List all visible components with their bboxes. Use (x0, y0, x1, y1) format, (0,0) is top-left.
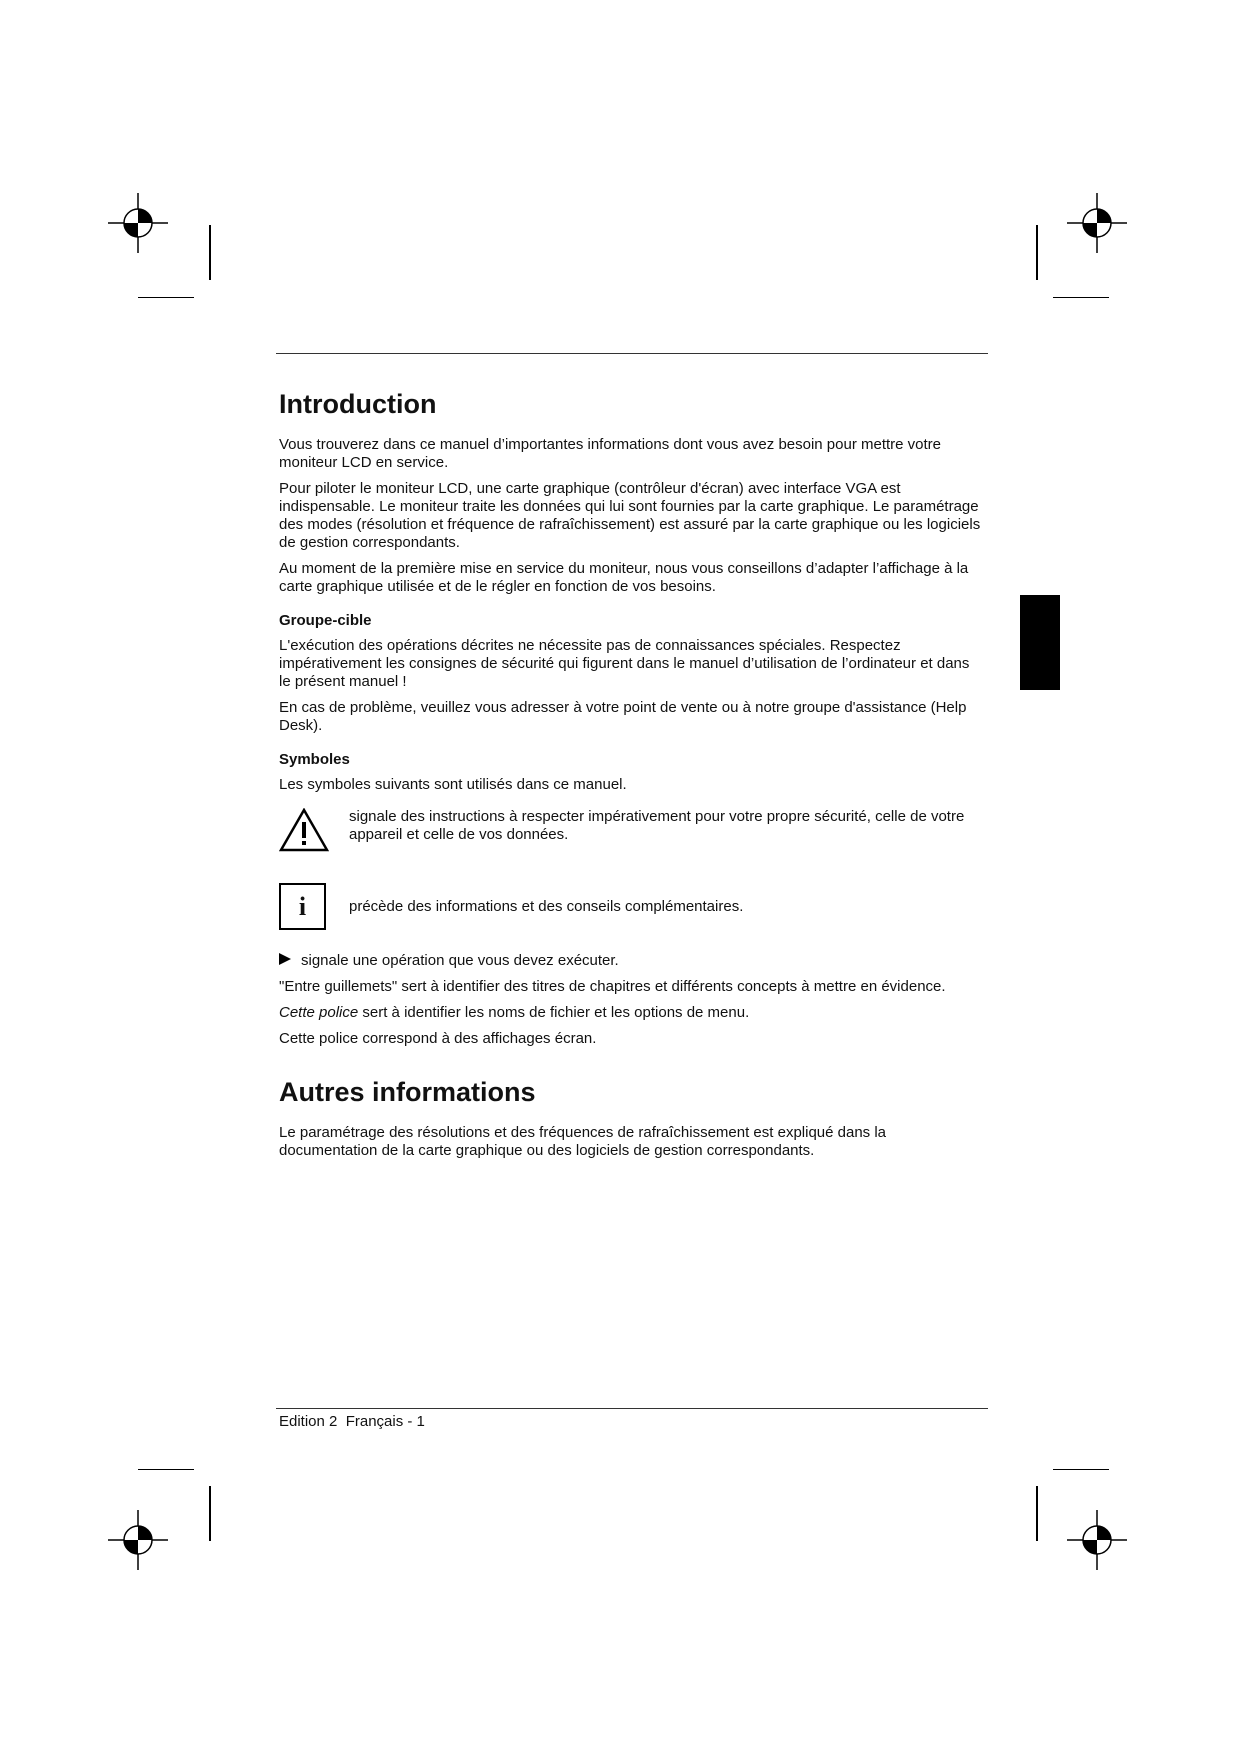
crop-mark (1036, 225, 1038, 280)
crop-mark (138, 297, 194, 298)
heading-target-group: Groupe-cible (279, 612, 372, 629)
crop-mark (138, 1469, 194, 1470)
page-content (279, 386, 984, 1168)
symbol-action-text: signale une opération que vous devez exécuter. (301, 952, 619, 969)
registration-mark-icon (108, 1510, 168, 1570)
symbol-warning-text: signale des instructions à respecter impérativement pour votre propre sécurité, celle de votre appareil et celle de vos données. (349, 808, 965, 843)
symbol-info-row (279, 883, 984, 930)
page-footer: Edition 2 Français - 1 (279, 1413, 425, 1430)
crop-mark (209, 1486, 211, 1541)
info-box-wrap (279, 883, 329, 930)
heading-introduction: Introduction (279, 389, 437, 419)
info-glyph: i (298, 891, 307, 921)
registration-mark-icon (1067, 193, 1127, 253)
more-paragraph-1: Le paramétrage des résolutions et des fréquences de rafraîchissement est expliqué dans la documentation de la carte graphique ou des logiciels de gestion correspondants. (279, 1124, 887, 1159)
crop-mark (1053, 297, 1109, 298)
registration-mark-icon (1067, 1510, 1127, 1570)
heading-symbols: Symboles (279, 751, 350, 768)
warning-triangle-icon (279, 808, 329, 857)
header-rule (276, 353, 988, 354)
symbol-action-line (279, 952, 984, 970)
italic-sample: Cette police (279, 1004, 359, 1021)
symbols-intro: Les symboles suivants sont utilisés dans ce manuel. (279, 776, 627, 793)
crop-mark (1053, 1469, 1109, 1470)
target-paragraph-1: L'exécution des opérations décrites ne nécessite pas de connaissances spéciales. Respectez impérativement les consignes de sécurité qui figurent dans le manuel d’utilisation de l’ordinateur et dans le présent manuel ! (279, 637, 970, 690)
italic-font-line (279, 1004, 984, 1022)
crop-mark (209, 225, 211, 280)
heading-more-info: Autres informations (279, 1077, 536, 1107)
screen-font-line: Cette police correspond à des affichages écran. (279, 1030, 597, 1047)
symbol-info-text: précède des informations et des conseils complémentaires. (349, 897, 744, 915)
crop-mark (1036, 1486, 1038, 1541)
chapter-thumb-tab (1020, 595, 1060, 690)
symbol-warning-row (279, 808, 984, 857)
footer-rule (276, 1408, 988, 1409)
intro-paragraph-1: Vous trouverez dans ce manuel d’importantes informations dont vous avez besoin pour mettre votre moniteur LCD en service. (279, 436, 942, 471)
intro-paragraph-3: Au moment de la première mise en service du moniteur, nous vous conseillons d’adapter l’affichage à la carte graphique utilisée et de le régler en fonction de vos besoins. (279, 560, 969, 595)
italic-description: sert à identifier les noms de fichier et les options de menu. (358, 1004, 750, 1021)
registration-mark-icon (108, 193, 168, 253)
target-paragraph-2: En cas de problème, veuillez vous adresser à votre point de vente ou à notre groupe d'assistance (Help Desk). (279, 699, 967, 734)
info-box-icon (279, 883, 326, 930)
quotes-line: "Entre guillemets" sert à identifier des titres de chapitres et différents concepts à mettre en évidence. (279, 978, 946, 995)
intro-paragraph-2: Pour piloter le moniteur LCD, une carte graphique (contrôleur d'écran) avec interface VGA est indispensable. Le moniteur traite les données qui lui sont fournies par la carte graphique. Le paramétrage des modes (résolution et fréquence de rafraîchissement) est assuré par la carte graphique ou les logiciels de gestion correspondants. (279, 480, 981, 551)
action-arrow-icon (279, 953, 291, 965)
